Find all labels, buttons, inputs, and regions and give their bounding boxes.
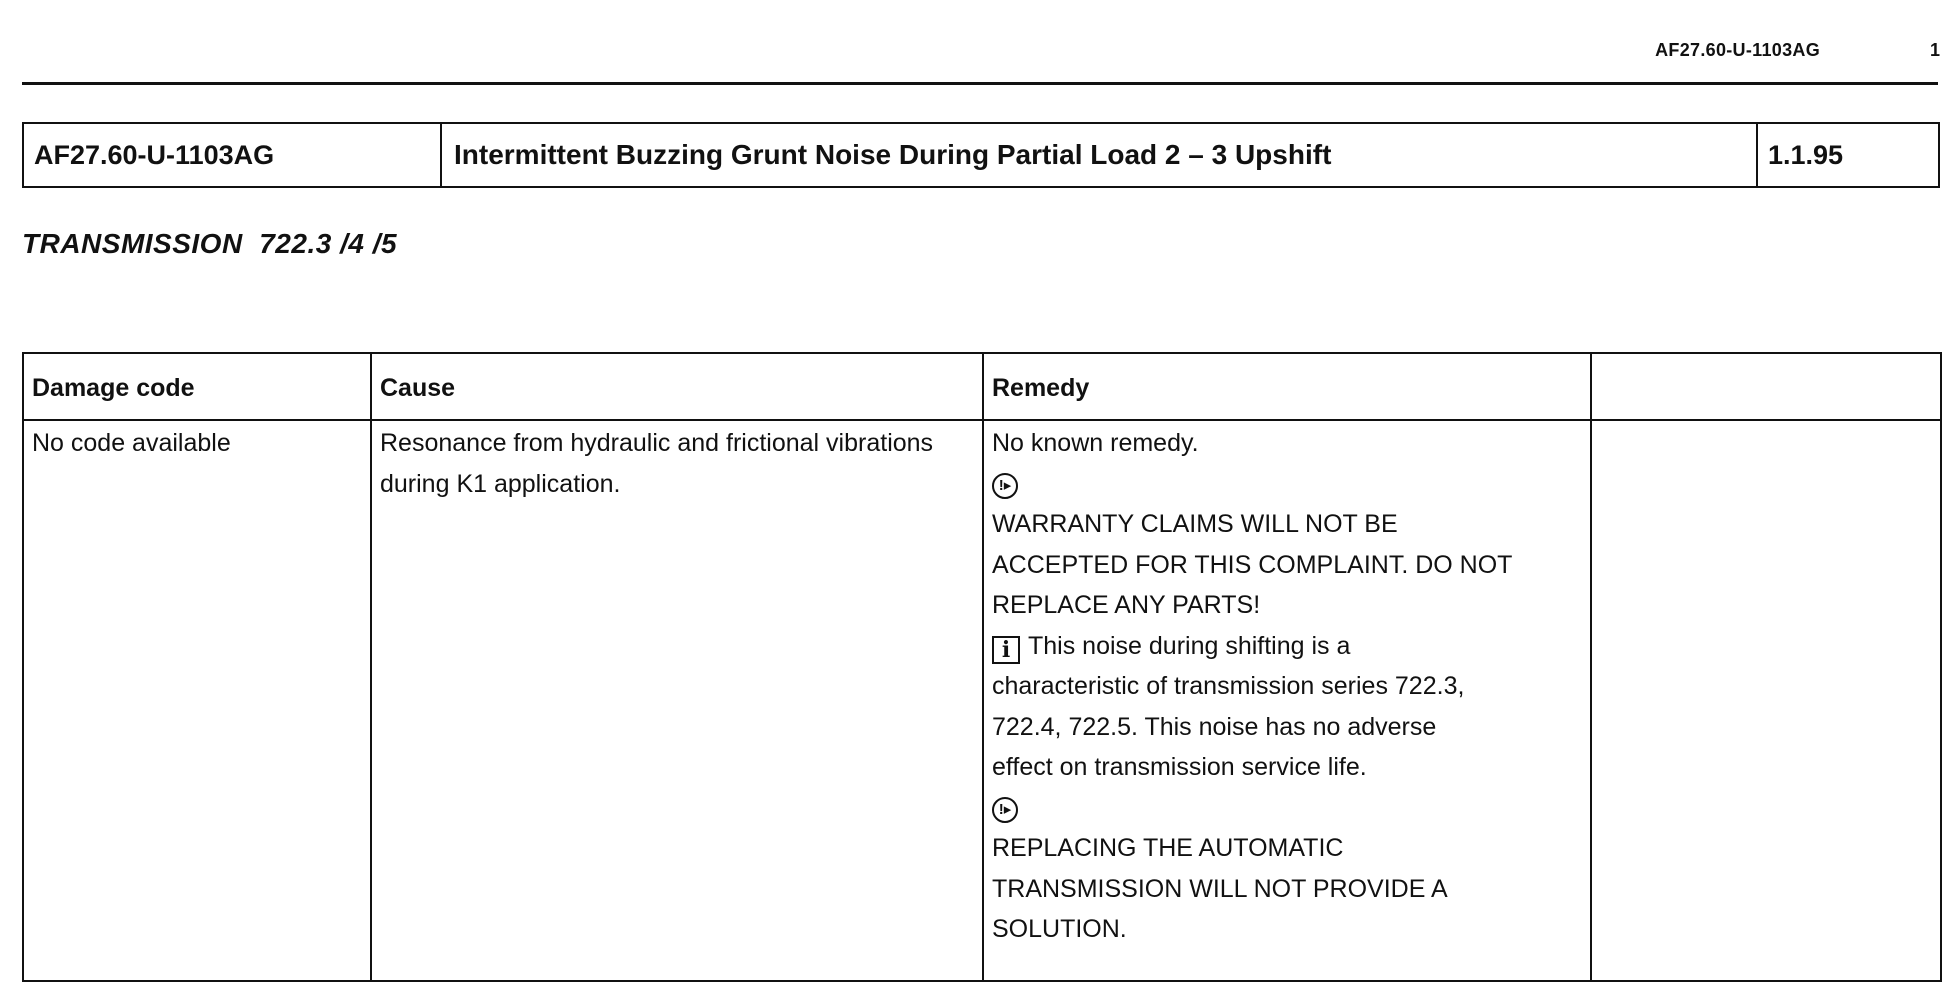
transmission-subheading: TRANSMISSION 722.3 /4 /5 bbox=[22, 228, 398, 259]
remedy-line: No known remedy. bbox=[992, 429, 1199, 457]
header-cause: Cause bbox=[371, 353, 983, 420]
page-number: 1 bbox=[1929, 40, 1940, 60]
cell-cause: Resonance from hydraulic and frictional vibrations during K1 application. bbox=[371, 420, 983, 981]
warranty-warning-line: WARRANTY CLAIMS WILL NOT BE bbox=[992, 510, 1398, 538]
diagnosis-table bbox=[22, 352, 1942, 982]
cell-blank bbox=[1591, 420, 1941, 981]
document-date: 1.1.95 bbox=[1768, 139, 1844, 170]
info-text-line: characteristic of transmission series 722.3, bbox=[992, 672, 1465, 700]
header-damage-code: Damage code bbox=[23, 353, 371, 420]
info-text-line: effect on transmission service life. bbox=[992, 753, 1367, 781]
replacement-warning-line: TRANSMISSION WILL NOT PROVIDE A bbox=[992, 874, 1448, 903]
info-text-line: 722.4, 722.5. This noise has no adverse bbox=[992, 712, 1437, 741]
document-title: Intermittent Buzzing Grunt Noise During Partial Load 2 – 3 Upshift bbox=[442, 124, 1758, 186]
replacement-warning-line: REPLACING THE AUTOMATIC bbox=[992, 834, 1344, 862]
warranty-warning-line: ACCEPTED FOR THIS COMPLAINT. DO NOT bbox=[992, 550, 1513, 579]
info-text-line: This noise during shifting is a bbox=[1028, 631, 1351, 660]
title-bar bbox=[22, 122, 1940, 188]
header-rule bbox=[22, 82, 1938, 85]
header-blank bbox=[1591, 353, 1941, 420]
title-doc-code: AF27.60-U-1103AG bbox=[24, 124, 442, 186]
header-doc-code: AF27.60-U-1103AG bbox=[1655, 40, 1820, 60]
cell-damage-code: No code available bbox=[23, 420, 371, 981]
info-box-icon: i bbox=[992, 636, 1020, 664]
warranty-warning-line: REPLACE ANY PARTS! bbox=[992, 591, 1261, 619]
table-header-row bbox=[23, 353, 1941, 420]
table-row bbox=[23, 420, 1941, 981]
cell-remedy bbox=[983, 420, 1591, 981]
header-remedy: Remedy bbox=[983, 353, 1591, 420]
replacement-warning-line: SOLUTION. bbox=[992, 915, 1127, 943]
caution-circle-icon: !▸ bbox=[992, 473, 1018, 499]
caution-circle-icon: !▸ bbox=[992, 797, 1018, 823]
